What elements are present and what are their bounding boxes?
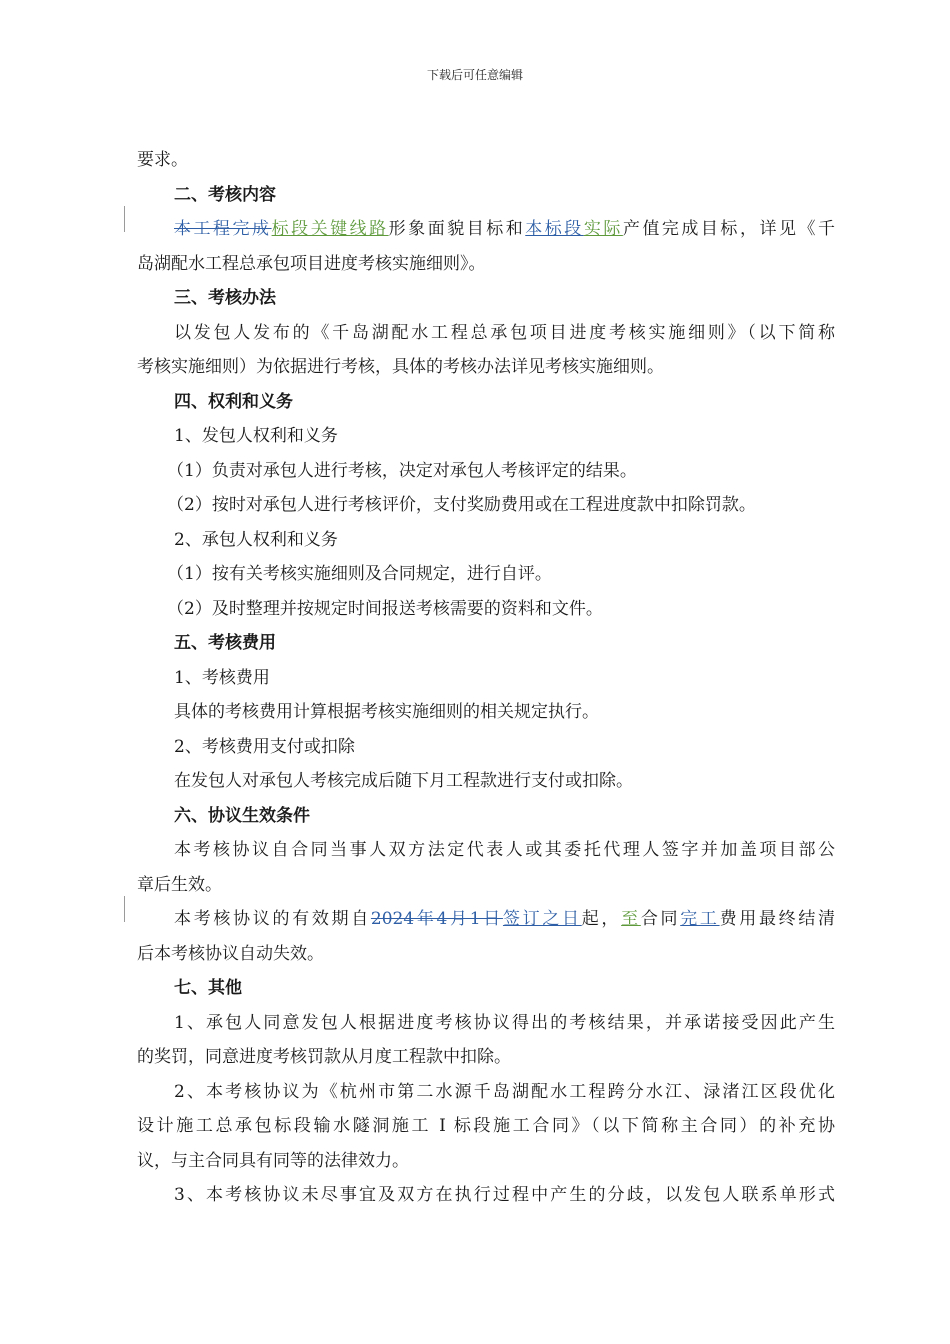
subheading: 2、承包人权利和义务 <box>174 529 338 550</box>
paragraph: 章后生效。 <box>137 874 222 895</box>
text-run: 形象面貌目标和 <box>388 219 526 239</box>
paragraph: 3、本考核协议未尽事宜及双方在执行过程中产生的分歧，以发包人联系单形式 <box>174 1185 835 1205</box>
section-heading: 二、考核内容 <box>174 184 276 205</box>
paragraph: 1、承包人同意发包人根据进度考核协议得出的考核结果，并承诺接受因此产生 <box>174 1012 835 1033</box>
paragraph: 本考核协议自合同当事人双方法定代表人或其委托代理人签字并加盖项目部公 <box>174 840 835 860</box>
list-item: （1）负责对承包人进行考核，决定对承包人考核评定的结果。 <box>167 460 637 481</box>
paragraph-tracked <box>137 212 835 247</box>
paragraph: 以发包人发布的《千岛湖配水工程总承包项目进度考核实施细则》（以下简称 <box>174 322 835 343</box>
subheading: 1、发包人权利和义务 <box>174 426 338 446</box>
change-bar <box>124 206 125 232</box>
paragraph: 具体的考核费用计算根据考核实施细则的相关规定执行。 <box>174 702 599 722</box>
inserted-text: 实际 <box>583 219 623 239</box>
list-item: （2）按时对承包人进行考核评价，支付奖励费用或在工程进度款中扣除罚款。 <box>167 495 756 515</box>
change-bar <box>124 896 125 922</box>
paragraph: 岛湖配水工程总承包项目进度考核实施细则》。 <box>137 253 486 274</box>
inserted-text: 至 <box>621 909 641 929</box>
list-item: （1）按有关考核实施细则及合同规定，进行自评。 <box>167 564 552 584</box>
deleted-text: 本工程完成 <box>174 219 272 239</box>
section-heading: 五、考核费用 <box>174 633 276 653</box>
paragraph: 设计施工总承包标段输水隧洞施工 I 标段施工合同》（以下简称主合同）的补充协 <box>137 1116 835 1136</box>
section-heading: 六、协议生效条件 <box>174 805 310 826</box>
inserted-text: 标段关键线路 <box>271 219 389 239</box>
page-header: 下载后可任意编辑 <box>426 68 523 82</box>
text-run: 起， <box>581 909 622 929</box>
paragraph: 要求。 <box>137 150 188 170</box>
section-heading: 四、权利和义务 <box>174 391 293 412</box>
document-body <box>137 143 835 1213</box>
section-heading: 三、考核办法 <box>174 288 276 308</box>
text-run: 合同 <box>640 909 681 929</box>
paragraph-tracked <box>137 902 835 937</box>
paragraph: 后本考核协议自动失效。 <box>137 943 324 964</box>
section-heading: 七、其他 <box>174 978 242 998</box>
paragraph: 2、本考核协议为《杭州市第二水源千岛湖配水工程跨分水江、渌渚江区段优化 <box>174 1081 835 1102</box>
paragraph: 考核实施细则）为依据进行考核，具体的考核办法详见考核实施细则。 <box>137 357 664 377</box>
text-run: 费用最终结清 <box>719 909 836 929</box>
text-run: 产值完成目标，详见《千 <box>622 219 836 239</box>
inserted-text: 签订之日 <box>502 909 582 929</box>
inserted-text: 完工 <box>680 909 720 929</box>
list-item: （2）及时整理并按规定时间报送考核需要的资料和文件。 <box>167 598 603 619</box>
deleted-text: 2024年4月1日 <box>370 909 503 929</box>
paragraph: 在发包人对承包人考核完成后随下月工程款进行支付或扣除。 <box>174 771 633 791</box>
subheading: 1、考核费用 <box>174 667 270 688</box>
subheading: 2、考核费用支付或扣除 <box>174 736 355 757</box>
paragraph: 议，与主合同具有同等的法律效力。 <box>137 1150 409 1171</box>
paragraph: 的奖罚，同意进度考核罚款从月度工程款中扣除。 <box>137 1047 511 1067</box>
text-run: 本考核协议的有效期自 <box>174 909 371 929</box>
inserted-text: 本标段 <box>525 219 584 239</box>
